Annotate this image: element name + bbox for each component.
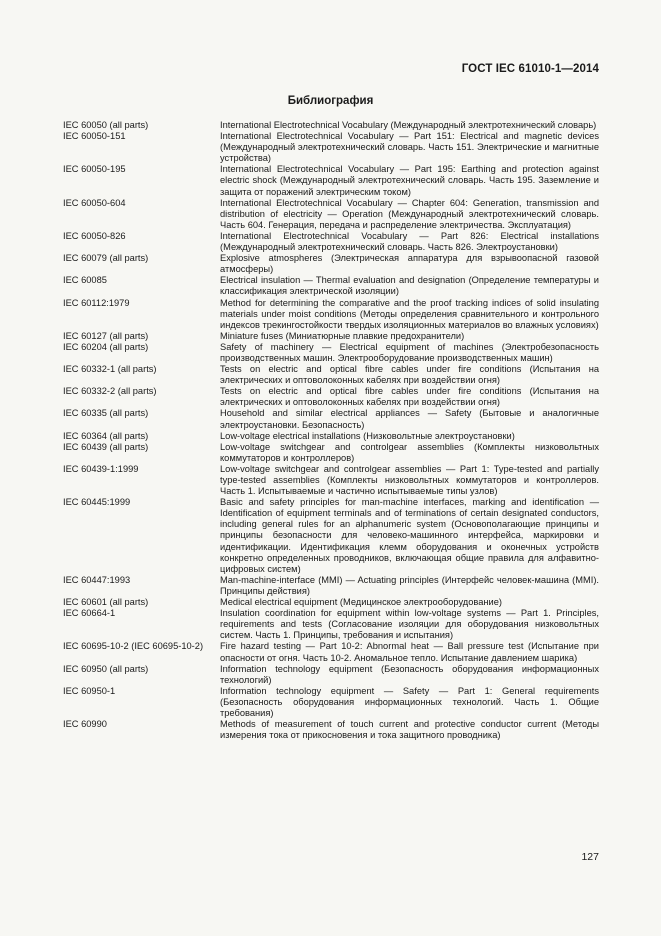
bibliography-list bbox=[63, 120, 599, 741]
entry-code: IEC 60439-1:1999 bbox=[63, 463, 139, 474]
entry-code: IEC 60050-151 bbox=[63, 131, 126, 142]
bibliography-entry bbox=[63, 464, 599, 497]
bibliography-entry bbox=[63, 164, 599, 197]
entry-description: International Electrotechnical Vocabulary — Part 151: Electrical and magnetic devices (Международный электротехнический словарь. Часть 151. Электрические и магнитные устройства) bbox=[220, 131, 599, 164]
entry-description: Household and similar electrical appliances — Safety (Бытовые и аналогичные электроустановки. Безопасность) bbox=[220, 408, 599, 430]
entry-description: Low-voltage electrical installations (Низковольтные электроустановки) bbox=[220, 430, 515, 441]
entry-description: Man-machine-interface (MMI) — Actuating principles (Интерфейс человек-машина (MMI). Принципы действия) bbox=[220, 574, 599, 596]
entry-code: IEC 60990 bbox=[63, 719, 107, 730]
entry-code: IEC 60601 (all parts) bbox=[63, 597, 149, 608]
bibliography-entry bbox=[63, 686, 599, 719]
entry-description: International Electrotechnical Vocabulary — Part 195: Earthing and protection against electric shock (Международный электротехнический словарь. Часть 195. Заземление и защита от поражений электрическим током) bbox=[220, 164, 599, 197]
bibliography-entry bbox=[63, 342, 599, 364]
bibliography-entry bbox=[63, 298, 599, 331]
bibliography-entry bbox=[63, 442, 599, 464]
bibliography-entry bbox=[63, 408, 599, 430]
entry-code: IEC 60050-826 bbox=[63, 230, 126, 241]
entry-description: Fire hazard testing — Part 10-2: Abnormal heat — Ball pressure test (Испытание при опасности от огня. Часть 10-2. Аномальное тепло. Испытание давлением шарика) bbox=[220, 641, 599, 663]
entry-code: IEC 60332-2 (all parts) bbox=[63, 386, 157, 397]
entry-code: IEC 60950-1 bbox=[63, 685, 116, 696]
bibliography-entry bbox=[63, 131, 599, 164]
entry-code: IEC 60085 bbox=[63, 275, 107, 286]
entry-code: IEC 60439 (all parts) bbox=[63, 441, 149, 452]
entry-code: IEC 60050 (all parts) bbox=[63, 120, 149, 130]
bibliography-entry bbox=[63, 386, 599, 408]
bibliography-entry bbox=[63, 664, 599, 686]
bibliography-entry bbox=[63, 575, 599, 597]
entry-code: IEC 60112:1979 bbox=[63, 297, 130, 308]
entry-code: IEC 60445:1999 bbox=[63, 497, 131, 508]
entry-code: IEC 60447:1993 bbox=[63, 574, 131, 585]
page-number: 127 bbox=[581, 851, 599, 863]
entry-description: International Electrotechnical Vocabulary — Part 826: Electrical installations (Международный электротехнический словарь. Часть 826. Электроустановки) bbox=[220, 230, 599, 253]
entry-code: IEC 60050-195 bbox=[63, 164, 126, 175]
bibliography-entry bbox=[63, 275, 599, 297]
entry-code: IEC 60332-1 (all parts) bbox=[63, 364, 157, 375]
entry-description: Basic and safety principles for man-machine interfaces, marking and identification — Identification of equipment terminals and of terminations of certain designated conductors, including general rules for an alphanumeric system (Основополагающие принципы и принципы безопасности для человеко-машинного интерфейса, маркировки и идентификации. Идентификация клемм оборудования и оконечных устройств конкретно определенных проводников, включающая общие правила для алфавитно-цифровых систем) bbox=[220, 497, 599, 574]
entry-description: Low-voltage switchgear and controlgear assemblies — Part 1: Type-tested and partially type-tested assemblies (Комплекты низковольтных коммутаторов и контроллеров. Часть 1. Испытываемые и частично испытываемые типы узлов) bbox=[220, 463, 599, 497]
entry-code: IEC 60204 (all parts) bbox=[63, 341, 149, 352]
standard-header: ГОСТ IEC 61010-1—2014 bbox=[461, 63, 599, 75]
entry-code: IEC 60127 (all parts) bbox=[63, 330, 149, 341]
entry-code: IEC 60695-10-2 (IEC 60695-10-2) bbox=[63, 641, 204, 652]
entry-description: Safety of machinery — Electrical equipment of machines (Электробезопасность производственных машин. Электрооборудование производственных машин) bbox=[220, 341, 599, 363]
bibliography-entry bbox=[63, 497, 599, 575]
entry-code: IEC 60664-1 bbox=[63, 608, 116, 619]
page-title: Библиография bbox=[287, 95, 374, 107]
entry-description: Tests on electric and optical fibre cables under fire conditions (Испытания на электрических и оптоволоконных кабелях при воздействии огня) bbox=[220, 364, 599, 386]
bibliography-entry bbox=[63, 597, 599, 608]
bibliography-entry bbox=[63, 431, 599, 442]
entry-description: Electrical insulation — Thermal evaluation and designation (Определение температуры и классификация электрической изоляции) bbox=[220, 275, 599, 297]
entry-code: IEC 60050-604 bbox=[63, 197, 126, 208]
bibliography-entry bbox=[63, 253, 599, 275]
entry-description: Tests on electric and optical fibre cables under fire conditions (Испытания на электрических и оптоволоконных кабелях при воздействии огня) bbox=[220, 386, 599, 408]
entry-description: Methods of measurement of touch current and protective conductor current (Методы измерения тока от прикосновения и тока защитного проводника) bbox=[220, 719, 599, 741]
bibliography-entry bbox=[63, 719, 599, 741]
entry-code: IEC 60364 (all parts) bbox=[63, 430, 149, 441]
bibliography-entry bbox=[63, 608, 599, 641]
bibliography-entry bbox=[63, 231, 599, 253]
entry-description: Information technology equipment (Безопасность оборудования информационных технологий) bbox=[220, 663, 599, 685]
entry-code: IEC 60950 (all parts) bbox=[63, 663, 149, 674]
bibliography-entry bbox=[63, 120, 599, 131]
bibliography-entry bbox=[63, 198, 599, 231]
entry-description: Miniature fuses (Миниатюрные плавкие предохранители) bbox=[220, 330, 465, 341]
entry-description: International Electrotechnical Vocabulary — Chapter 604: Generation, transmission and distribution of electricity — Operation (Международный электротехнический словарь. Часть 604. Генерация, передача и распределение электричества. Эксплуатация) bbox=[220, 197, 599, 230]
entry-description: Insulation coordination for equipment within low-voltage systems — Part 1. Principles, requirements and tests (Согласование изоляции для оборудования низковольтных систем. Часть 1. Принципы, требования и испытания) bbox=[220, 608, 599, 641]
entry-description: Information technology equipment — Safety — Part 1: General requirements (Безопасность оборудования информационных технологий. Часть 1. Общие требования) bbox=[220, 685, 599, 718]
entry-description: Method for determining the comparative and the proof tracking indices of solid insulating materials under moist conditions (Методы определения сравнительного и контрольного индексов трекингостойкости твердых изоляционных материалов во влажных условиях) bbox=[220, 297, 599, 330]
entry-code: IEC 60335 (all parts) bbox=[63, 408, 149, 419]
bibliography-entry bbox=[63, 364, 599, 386]
entry-code: IEC 60079 (all parts) bbox=[63, 253, 149, 264]
entry-description: Low-voltage switchgear and controlgear assemblies (Комплекты низковольтных коммутаторов и контроллеров) bbox=[220, 441, 599, 463]
entry-description: Medical electrical equipment (Медицинское электрооборудование) bbox=[220, 597, 502, 608]
bibliography-entry bbox=[63, 331, 599, 342]
entry-description: International Electrotechnical Vocabulary (Международный электротехнический словарь) bbox=[220, 120, 597, 130]
bibliography-entry bbox=[63, 641, 599, 663]
entry-description: Explosive atmospheres (Электрическая аппаратура для взрывоопасной газовой атмосферы) bbox=[220, 253, 599, 275]
